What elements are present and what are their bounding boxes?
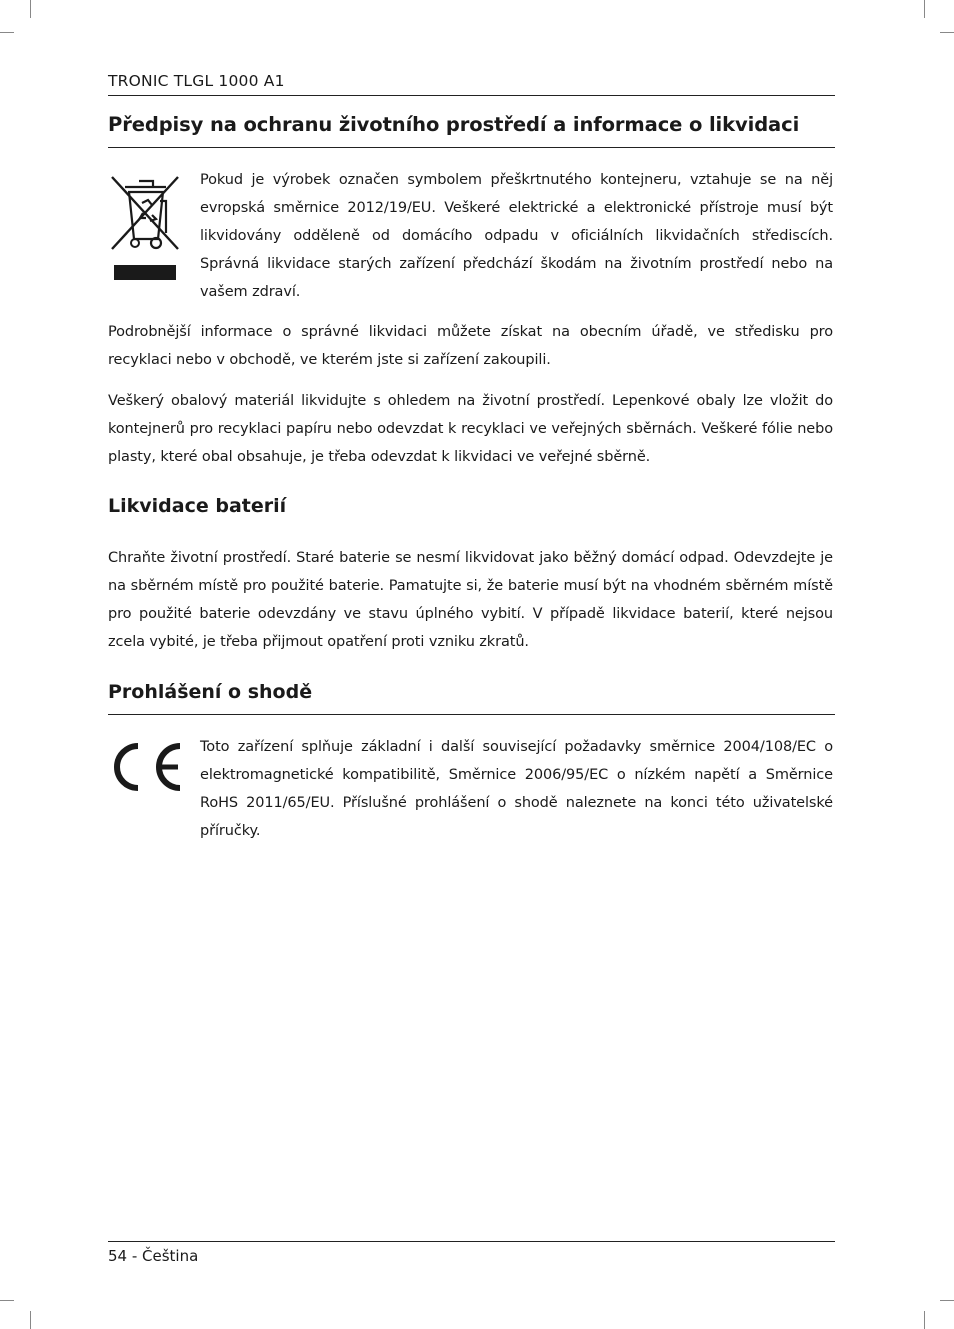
page-number: 54 - Čeština (108, 1247, 199, 1265)
env-paragraph-packaging: Veškerý obalový materiál likvidujte s ohledem na životní prostředí. Lepenkové obaly lze vložit do kontejnerů pro recyklaci papíru nebo odevzdat k recyklaci ve veřejných sběrnách. Veškeré fólie nebo plasty, které obal obsahuje, je třeba odevzdat k likvidaci ve veřejné sběrně. (108, 393, 833, 465)
crop-mark (0, 32, 14, 33)
crop-mark (30, 1311, 31, 1329)
section-rule (108, 147, 835, 148)
section-rule (108, 714, 835, 715)
weee-crossed-bin-icon (108, 173, 182, 281)
footer-rule (108, 1241, 835, 1242)
section-title-conformity: Prohlášení o shodě (108, 681, 313, 703)
crop-mark (924, 0, 925, 18)
section-title-environment: Předpisy na ochranu životního prostředí a informace o likvidaci (108, 113, 800, 136)
env-paragraph-details: Podrobnější informace o správné likvidaci můžete získat na obecním úřadě, ve středisku pro recyklaci nebo v obchodě, ve kterém jste si zařízení zakoupili. (108, 324, 833, 368)
battery-paragraph: Chraňte životní prostředí. Staré baterie se nesmí likvidovat jako běžný domácí odpad. Odevzdejte je na sběrném místě pro použité baterie. Pamatujte si, že baterie musí být na vhodném sběrném místě pro použité baterie odevzdány ve stavu úplného vybití. V případě likvidace baterií, které nejsou zcela vybité, je třeba přijmout opatření proti vzniku zkratů. (108, 550, 833, 650)
section-title-battery: Likvidace baterií (108, 495, 287, 517)
crop-mark (940, 32, 954, 33)
crop-mark (924, 1311, 925, 1329)
conformity-paragraph: Toto zařízení splňuje základní i další související požadavky směrnice 2004/108/EC o elektromagnetické kompatibilitě, Směrnice 2006/95/EC o nízkém napětí a Směrnice RoHS 2011/65/EU. Příslušné prohlášení o shodě naleznete na konci této uživatelské příručky. (200, 739, 833, 839)
crop-mark (0, 1300, 14, 1301)
crop-mark (30, 0, 31, 18)
running-header: TRONIC TLGL 1000 A1 (108, 72, 285, 90)
header-rule (108, 95, 835, 96)
env-intro-paragraph: Pokud je výrobek označen symbolem přeškrtnutého kontejneru, vztahuje se na něj evropská směrnice 2012/19/EU. Veškeré elektrické a elektronické přístroje musí být likvidovány odděleně od domácího odpadu v oficiálních likvidačních střediscích. Správná likvidace starých zařízení předchází škodám na životním prostředí nebo na vašem zdraví. (200, 172, 833, 300)
ce-mark-icon (108, 740, 184, 794)
crop-mark (940, 1300, 954, 1301)
